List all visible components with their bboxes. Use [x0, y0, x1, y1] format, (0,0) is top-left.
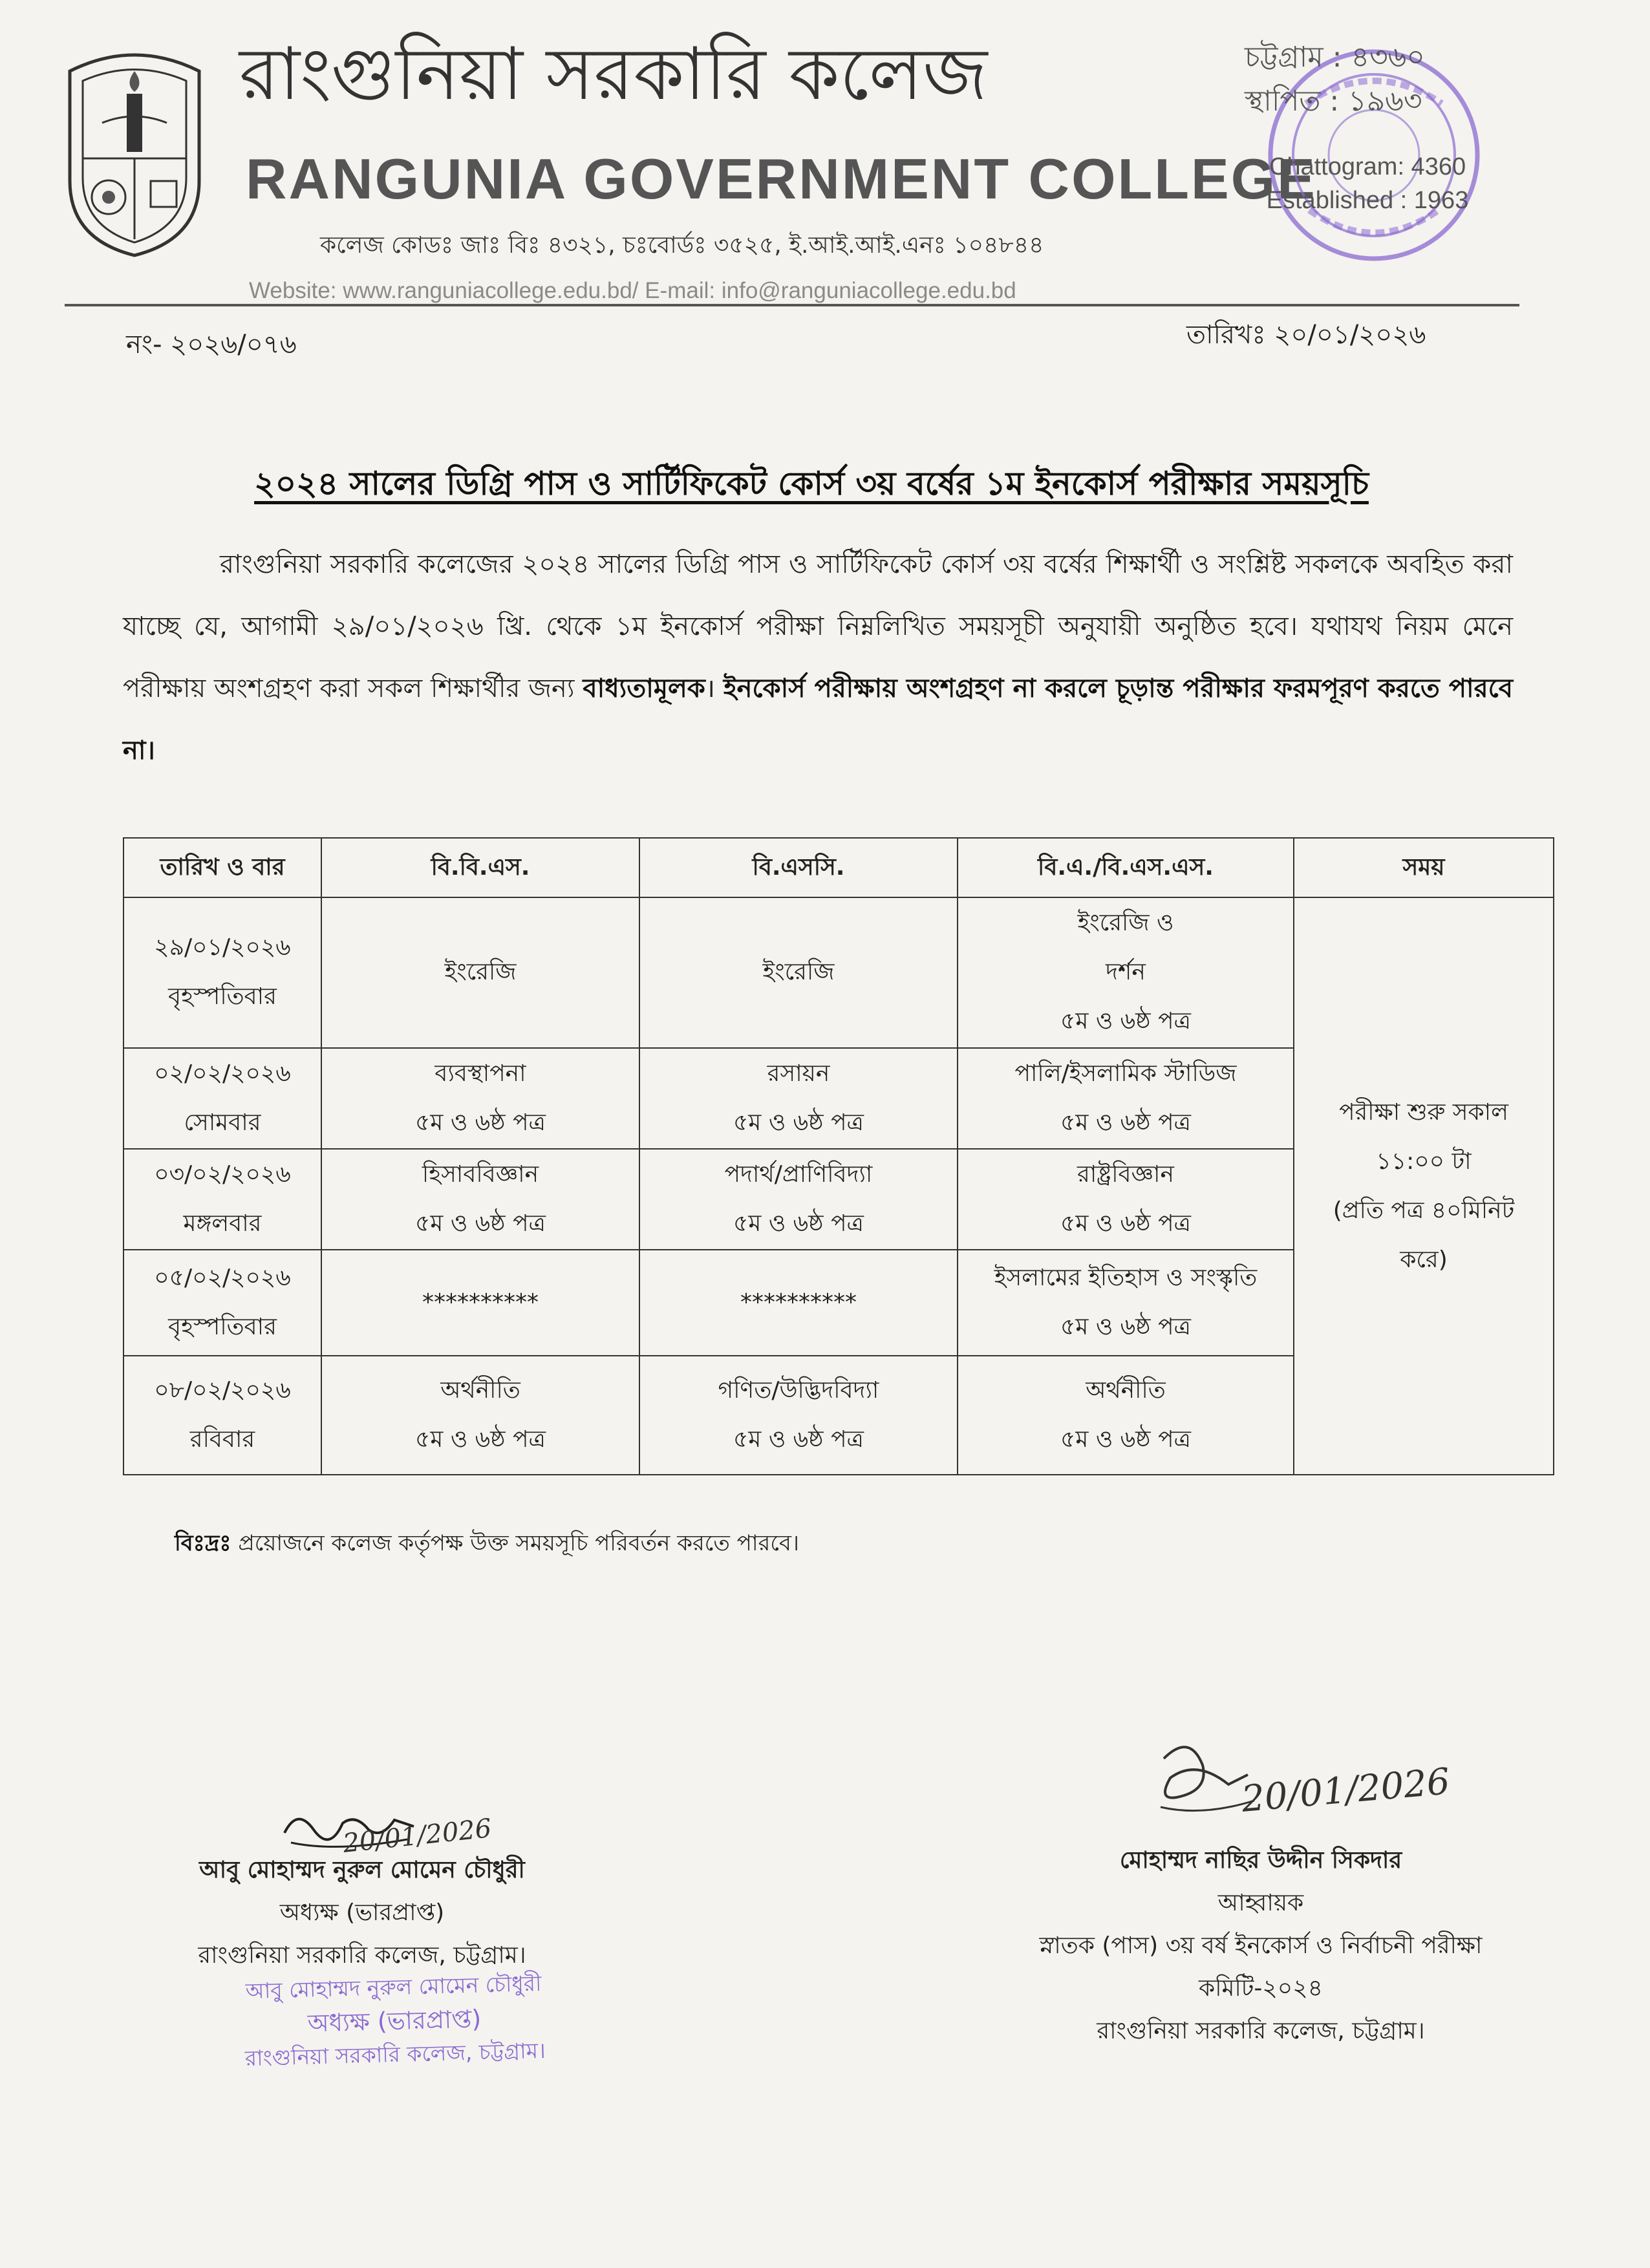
paragraph-bold-mandatory: বাধ্যতামূলক [583, 674, 705, 703]
bsc-subject-line: ৫ম ও ৬ষ্ঠ পত্র [733, 1426, 864, 1453]
convener-signature-date: 20/01/2026 [1239, 1760, 1452, 1821]
established-en: Established : 1963 [1266, 187, 1469, 214]
exam-day: বৃহস্পতিবার [168, 1313, 277, 1340]
bsc-subject-line: পদার্থ/প্রাণিবিদ্যা [724, 1161, 873, 1188]
location-bn: চট্টগ্রাম : ৪৩৬০ [1245, 41, 1425, 74]
bbs-subject-line: ব্যবস্থাপনা [434, 1060, 526, 1087]
bbs-subject-line: অর্থনীতি [440, 1376, 520, 1404]
header-location-block [1245, 36, 1503, 123]
bbs-subject-cell [321, 1149, 639, 1250]
bsc-subject-cell [639, 1149, 958, 1250]
bsc-subject-cell [639, 897, 958, 1048]
principal-signature-block [110, 1849, 614, 1977]
ba-subject-line: ৫ম ও ৬ষ্ঠ পত্র [1060, 1109, 1191, 1136]
header-time: সময় [1294, 838, 1554, 897]
exam-day: বৃহস্পতিবার [168, 983, 277, 1011]
convener-signature-block [970, 1839, 1552, 2053]
ba-subject-line: ৫ম ও ৬ষ্ঠ পত্র [1060, 1313, 1191, 1340]
ba-subject-line: অর্থনীতি [1086, 1376, 1166, 1404]
bsc-subject-line: ৫ম ও ৬ষ্ঠ পত্র [733, 1210, 864, 1237]
ba-subject-line: ইংরেজি ও [1077, 910, 1174, 937]
exam-time-cell [1294, 897, 1554, 1475]
date-day-cell [123, 1356, 321, 1475]
table-header-row [123, 838, 1554, 897]
footnote-label: বিঃদ্রঃ [175, 1530, 231, 1556]
convener-role: আহ্বায়ক [1217, 1890, 1304, 1916]
notice-title: ২০২৪ সালের ডিগ্রি পাস ও সার্টিফিকেট কোর্স ৩য় বর্ষের ১ম ইনকোর্স পরীক্ষার সময়সূচি [254, 465, 1369, 502]
bsc-subject-cell [639, 1048, 958, 1149]
bbs-subject-cell [321, 897, 639, 1048]
location-en: Chattogram: 4360 [1269, 153, 1466, 180]
header-bbs: বি.বি.এস. [321, 838, 639, 897]
paragraph-text: রাংগুনিয়া সরকারি কলেজের ২০২৪ সালের ডিগ্রি পাস ও সার্টিফিকেট কোর্স ৩য় বর্ষের শিক্ষার্থী ও সংশ্লিষ্ট সকলকে অবহিত করা যাচ্ছে যে, আগামী ২৯/০১/২০২৬ খ্রি. থেকে ১ম ইনকোর্স পরীক্ষা নিম্নলিখিত সময়সূচী অনুযায়ী অনুষ্ঠিত হবে। যথাযথ নিয়ম মেনে পরীক্ষায় অংশগ্রহণ করা সকল শিক্ষার্থীর জন্য [123, 550, 1513, 703]
ba-subject-line: ৫ম ও ৬ষ্ঠ পত্র [1060, 1210, 1191, 1237]
exam-time-line: ১১:০০ টা [1376, 1148, 1472, 1175]
stamp-org: রাংগুনিয়া সরকারি কলেজ, চট্টগ্রাম। [244, 2037, 546, 2071]
bsc-subject-line: গণিত/উদ্ভিদবিদ্যা [718, 1376, 879, 1404]
ba-subject-line: ইসলামের ইতিহাস ও সংস্কৃতি [994, 1264, 1258, 1291]
ba-subject-line: দর্শন [1106, 959, 1146, 986]
paragraph-bold-warning: ইনকোর্স পরীক্ষায় অংশগ্রহণ না করলে চূড়ান্ত পরীক্ষার ফরমপূরণ করতে পারবে না। [123, 674, 1513, 765]
exam-date: ০২/০২/২০২৬ [154, 1060, 291, 1087]
website-email-line: Website: www.ranguniacollege.edu.bd/ E-mail: info@ranguniacollege.edu.bd [249, 278, 1016, 303]
header-date-day: তারিখ ও বার [123, 838, 321, 897]
exam-day: রবিবার [189, 1426, 255, 1453]
reference-number: নং- ২০২৬/০৭৬ [126, 330, 297, 359]
bbs-subject-line: ইংরেজি [444, 959, 517, 986]
bsc-subject-line: ৫ম ও ৬ষ্ঠ পত্র [733, 1109, 864, 1136]
convener-org: রাংগুনিয়া সরকারি কলেজ, চট্টগ্রাম। [1097, 2018, 1425, 2044]
college-name-en: RANGUNIA GOVERNMENT COLLEGE [246, 147, 1317, 211]
bsc-subject-line: রসায়ন [767, 1060, 830, 1087]
college-code-line: কলেজ কোডঃ জাঃ বিঃ ৪৩২১, চঃবোর্ডঃ ৩৫২৫, ই.আই.আই.এনঃ ১০৪৮৪৪ [320, 232, 1044, 259]
principal-signature-date: 20/01/2026 [341, 1813, 493, 1859]
date-day-cell [123, 1149, 321, 1250]
bsc-subject-cell [639, 1356, 958, 1475]
principal-org: রাংগুনিয়া সরকারি কলেজ, চট্টগ্রাম। [198, 1942, 526, 1969]
ba-subject-line: ৫ম ও ৬ষ্ঠ পত্র [1060, 1008, 1191, 1035]
exam-date: ২৯/০১/২০২৬ [154, 934, 291, 961]
bbs-subject-line: ৫ম ও ৬ষ্ঠ পত্র [415, 1426, 546, 1453]
ba-subject-line: রাষ্ট্রবিজ্ঞান [1077, 1161, 1174, 1188]
college-name-bn: রাংগুনিয়া সরকারি কলেজ [239, 32, 988, 116]
bbs-subject-line: ৫ম ও ৬ষ্ঠ পত্র [415, 1210, 546, 1237]
committee-line-2: কমিটি-২০২৪ [1199, 1975, 1323, 2002]
ba-subject-cell [958, 1149, 1294, 1250]
date-day-cell [123, 897, 321, 1048]
established-bn: স্থাপিত : ১৯৬৩ [1245, 85, 1422, 118]
exam-time-line: (প্রতি পত্র ৪০মিনিট [1333, 1197, 1515, 1224]
ba-subject-cell [958, 897, 1294, 1048]
principal-stamp [212, 1966, 577, 2077]
exam-date: ০৩/০২/২০২৬ [154, 1161, 291, 1188]
bsc-subject-line: ********** [740, 1289, 857, 1316]
notice-paragraph [123, 533, 1513, 782]
exam-day: মঙ্গলবার [183, 1210, 262, 1237]
exam-schedule-table [123, 837, 1553, 1475]
footnote-text: প্রয়োজনে কলেজ কর্তৃপক্ষ উক্ত সময়সূচি পরিবর্তন করতে পারবে। [238, 1530, 800, 1556]
bbs-subject-cell [321, 1356, 639, 1475]
date-day-cell [123, 1250, 321, 1356]
college-logo [57, 45, 212, 259]
bbs-subject-cell [321, 1250, 639, 1356]
exam-date: ০৫/০২/২০২৬ [154, 1264, 291, 1291]
exam-time-line: করে) [1400, 1246, 1448, 1273]
principal-title: অধ্যক্ষ (ভারপ্রাপ্ত) [279, 1899, 445, 1926]
ba-subject-line: পালি/ইসলামিক স্টাডিজ [1014, 1060, 1237, 1087]
exam-time-line: পরীক্ষা শুরু সকাল [1339, 1098, 1508, 1126]
paragraph-period: । [705, 674, 716, 703]
date-day-cell [123, 1048, 321, 1149]
exam-day: সোমবার [184, 1109, 261, 1136]
bbs-subject-line: হিসাববিজ্ঞান [422, 1161, 539, 1188]
bsc-subject-line: ইংরেজি [762, 959, 835, 986]
header-ba-bss: বি.এ./বি.এস.এস. [958, 838, 1294, 897]
bbs-subject-line: ********** [422, 1289, 539, 1316]
ba-subject-cell [958, 1048, 1294, 1149]
ba-subject-cell [958, 1356, 1294, 1475]
header-location-en-block [1232, 150, 1503, 217]
convener-name: মোহাম্মদ নাছির উদ্দীন সিকদার [1119, 1847, 1402, 1874]
bbs-subject-cell [321, 1048, 639, 1149]
principal-name: আবু মোহাম্মদ নুরুল মোমেন চৌধুরী [199, 1857, 525, 1883]
stamp-title: অধ্যক্ষ (ভারপ্রাপ্ত) [307, 2004, 482, 2038]
footnote [175, 1527, 799, 1559]
committee-line-1: স্নাতক (পাস) ৩য় বর্ষ ইনকোর্স ও নির্বাচনী পরীক্ষা [1039, 1932, 1483, 1959]
header-bsc: বি.এসসি. [639, 838, 958, 897]
exam-date: ০৮/০২/২০২৬ [154, 1376, 291, 1404]
bsc-subject-cell [639, 1250, 958, 1356]
table-row [123, 897, 1554, 1048]
reference-date: তারিখঃ ২০/০১/২০২৬ [1186, 320, 1426, 350]
header-divider [65, 304, 1519, 306]
ba-subject-line: ৫ম ও ৬ষ্ঠ পত্র [1060, 1426, 1191, 1453]
stamp-name: আবু মোহাম্মদ নুরুল মোমেন চৌধুরী [245, 1971, 542, 2004]
ba-subject-cell [958, 1250, 1294, 1356]
bbs-subject-line: ৫ম ও ৬ষ্ঠ পত্র [415, 1109, 546, 1136]
